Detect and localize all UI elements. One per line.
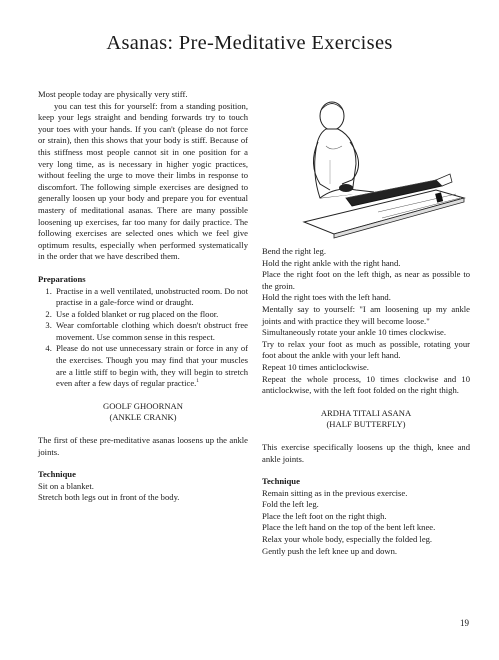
technique-line: Sit on a blanket. bbox=[38, 480, 94, 491]
ankle-crank-illustration bbox=[286, 94, 470, 244]
page-title: Asanas: Pre-Meditative Exercises bbox=[106, 32, 393, 54]
list-item bbox=[54, 320, 248, 343]
list-item-text: Wear comfortable clothing which doesn't obstruct free movement. Use common sense in this respect. bbox=[56, 320, 248, 342]
step-line: Repeat 10 times anticlockwise. bbox=[262, 361, 369, 372]
preparations-list bbox=[38, 286, 248, 390]
technique-line: Place the left hand on the top of the bent left knee. bbox=[262, 522, 436, 533]
technique-heading: Technique bbox=[262, 476, 300, 487]
step-line: Simultaneously rotate your ankle 10 times clockwise. bbox=[262, 327, 447, 338]
right-column bbox=[262, 246, 470, 557]
footnote-marker: 1 bbox=[196, 378, 200, 385]
technique-line: Place the left foot on the right thigh. bbox=[262, 510, 387, 521]
left-column bbox=[38, 89, 248, 504]
ardha-subtitle: (HALF BUTTERFLY) bbox=[326, 419, 406, 430]
ardha-intro: This exercise specifically loosens up the thigh, knee and ankle joints. bbox=[262, 441, 470, 464]
ardha-title: ARDHA TITALI ASANA bbox=[320, 407, 412, 418]
list-item bbox=[54, 309, 248, 321]
preparations-heading: Preparations bbox=[38, 273, 86, 284]
technique-line: Relax your whole body, especially the folded leg. bbox=[262, 534, 433, 545]
step-line: Place the right foot on the left thigh, as near as possible to the groin. bbox=[262, 269, 470, 291]
intro-paragraph: you can test this for yourself: from a standing position, keep your legs straight and bending forwards try to touch your toes with your hands. If you can't (please do not force or strain), then this shows that your body is stiff. Because of this stiffness most people cannot sit in one position for a very long time, as is necessary in higher yogic practices, without feeling the urge to move their limbs in response to discomfort. The following simple exercises are designed to generally loosen up your body and prepare you for eventual mastery of meditational asanas. There are many possible loosening up exercises, far too many for daily practice. The following exercises are selected ones which we feel give optimum results, especially when performed systematically in the order that we have described them. bbox=[38, 100, 248, 262]
step-line: Repeat the whole process, 10 times clockwise and 10 anticlockwise, with the left foot folded on the right thigh. bbox=[262, 373, 470, 396]
technique-line: Remain sitting as in the previous exercise. bbox=[262, 487, 408, 498]
intro-first-line: Most people today are physically very stiff. bbox=[38, 89, 188, 99]
goolf-intro: The first of these pre-meditative asanas loosens up the ankle joints. bbox=[38, 435, 248, 457]
step-line: Hold the right ankle with the right hand. bbox=[262, 257, 401, 268]
technique-line: Stretch both legs out in front of the body. bbox=[38, 492, 180, 503]
list-item bbox=[54, 343, 248, 389]
list-item-text: Practise in a well ventilated, unobstructed room. Do not practise in a gale-force wind or draught. bbox=[56, 285, 248, 308]
list-item-text: Use a folded blanket or rug placed on the floor. bbox=[56, 308, 219, 319]
page-number: 19 bbox=[460, 618, 469, 628]
step-line: Bend the right leg. bbox=[262, 246, 326, 256]
goolf-title: GOOLF GHOORNAN bbox=[103, 400, 183, 411]
list-item bbox=[54, 286, 248, 309]
technique-line: Fold the left leg. bbox=[262, 499, 319, 510]
step-line: Try to relax your foot as much as possible, rotating your foot about the ankle with your left hand. bbox=[262, 338, 470, 361]
technique-line: Gently push the left knee up and down. bbox=[262, 545, 398, 556]
list-item-text: Please do not use unnecessary strain or force in any of the exercises. Though you may find that your muscles are a little stiff to begin with, they will begin to stretch even after a few days of regular practice. bbox=[56, 343, 248, 389]
goolf-subtitle: (ANKLE CRANK) bbox=[109, 412, 177, 423]
step-line: Hold the right toes with the left hand. bbox=[262, 292, 391, 303]
technique-heading: Technique bbox=[38, 469, 76, 480]
step-line: Mentally say to yourself: "I am loosening up my ankle joints and with practice they will become loose." bbox=[262, 303, 470, 326]
